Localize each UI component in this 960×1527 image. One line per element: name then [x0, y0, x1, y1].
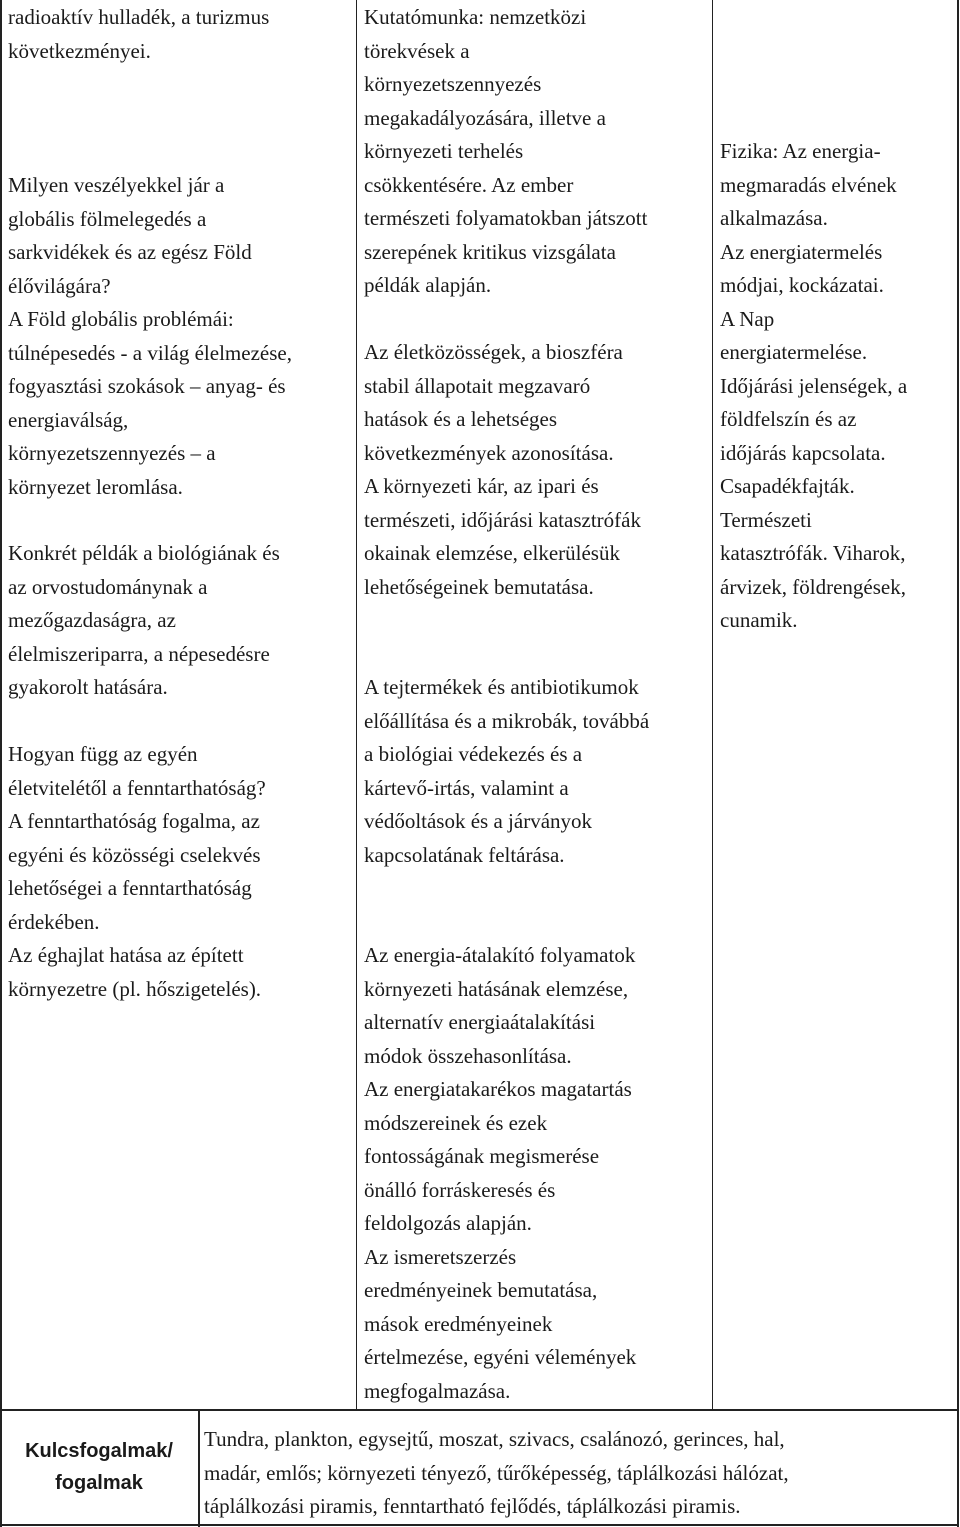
heading-line: fogalmak — [55, 1472, 143, 1494]
text-line: táplálkozási piramis, fenntartható fejlődés, táplálkozási piramis. — [204, 1494, 741, 1518]
text-line: kártevő-irtás, valamint a — [364, 775, 569, 800]
text-line: élelmiszeriparra, a népesedésre — [8, 641, 270, 666]
text-line: megakadályozására, illetve a — [364, 105, 606, 130]
text-line: környezeti hatásának elemzése, — [364, 976, 629, 1001]
text-line: életvitelétől a fenntarthatóság? — [8, 775, 266, 800]
text-line: értelmezése, egyéni vélemények — [364, 1345, 637, 1369]
text-line: lehetőségei a fenntarthatóság — [8, 876, 252, 900]
text-line: Természeti — [720, 507, 812, 532]
text-line: sarkvidékek és az egész Föld — [8, 240, 252, 264]
text-line: Milyen veszélyekkel jár a — [8, 173, 225, 197]
text-line: cunamik. — [720, 608, 798, 632]
text-line: energiatermelése. — [720, 340, 868, 364]
text-line: csökkentésére. Az ember — [364, 172, 574, 197]
table-border-bottom — [0, 1524, 959, 1526]
text-line: fogyasztási szokások – anyag- és — [8, 374, 286, 398]
key-concepts-heading — [0, 1410, 198, 1524]
text-line: Konkrét példák a biológiának és — [8, 541, 280, 565]
text-line: mezőgazdaságra, az — [8, 608, 176, 632]
text-line: A Föld globális problémái: — [8, 307, 234, 331]
text-line: érdekében. — [8, 909, 100, 934]
text-line: környezetre (pl. hőszigetelés). — [8, 976, 262, 1001]
text-line: fontosságának megismerése — [364, 1144, 600, 1168]
text-line: madár, emlős; környezeti tényező, tűrőképesség, táplálkozási hálózat, — [204, 1460, 789, 1485]
text-line: árvizek, földrengések, — [720, 574, 906, 599]
text-line: stabil állapotait megzavaró — [364, 373, 591, 398]
text-line: okainak elemzése, elkerülésük — [364, 541, 620, 565]
text-line: Csapadékfajták. — [720, 474, 855, 498]
text-line: védőoltások és a járványok — [364, 809, 593, 833]
text-line: Az éghajlat hatása az épített — [8, 943, 244, 967]
text-line: radioaktív hulladék, a turizmus — [8, 5, 270, 29]
text-line: mások eredményeinek — [364, 1311, 553, 1336]
text-line: természeti folyamatokban játszott — [364, 206, 648, 230]
text-line: következményei. — [8, 38, 151, 63]
activities-block-1 — [364, 1, 647, 303]
text-line: módjai, kockázatai. — [720, 273, 884, 297]
text-line: A környezeti kár, az ipari és — [364, 474, 599, 498]
text-line: törekvések a — [364, 38, 470, 63]
text-line: A tejtermékek és antibiotikumok — [364, 675, 639, 699]
connections-block — [720, 135, 907, 638]
text-line: élővilágára? — [8, 273, 111, 298]
text-line: alkalmazása. — [720, 206, 828, 230]
text-line: módszereinek és ezek — [364, 1110, 548, 1135]
text-line: katasztrófák. Viharok, — [720, 541, 906, 565]
text-line: következmények azonosítása. — [364, 440, 614, 465]
key-concepts-list — [204, 1423, 789, 1524]
text-line: földfelszín és az — [720, 407, 857, 431]
text-line: Az energiatermelés — [720, 239, 883, 264]
text-line: szerepének kritikus vizsgálata — [364, 239, 616, 264]
text-line: módok összehasonlítása. — [364, 1043, 572, 1068]
topics-block-1 — [8, 1, 269, 68]
text-line: Időjárási jelenségek, a — [720, 373, 908, 398]
text-line: környezet leromlása. — [8, 474, 183, 499]
text-line: A Nap — [720, 306, 775, 331]
text-line: környezeti terhelés — [364, 139, 524, 163]
text-line: globális fölmelegedés a — [8, 206, 207, 231]
text-line: Az ismeretszerzés — [364, 1244, 517, 1269]
text-line: A fenntarthatóság fogalma, az — [8, 809, 260, 833]
text-line: eredményeinek bemutatása, — [364, 1278, 598, 1302]
text-line: Hogyan függ az egyén — [8, 742, 198, 766]
text-line: Tundra, plankton, egysejtű, moszat, szivacs, csalánozó, gerinces, hal, — [204, 1427, 785, 1451]
text-line: kapcsolatának feltárása. — [364, 842, 565, 867]
text-line: hatások és a lehetséges — [364, 407, 558, 431]
text-line: egyéni és közösségi cselekvés — [8, 842, 261, 867]
column-divider-1 — [356, 0, 357, 1410]
text-line: megmaradás elvének — [720, 172, 897, 197]
column-divider-2 — [712, 0, 713, 1410]
heading-line: Kulcsfogalmak/ — [25, 1440, 173, 1462]
text-line: energiaválság, — [8, 407, 129, 432]
topics-block-3 — [8, 537, 280, 705]
text-line: Kutatómunka: nemzetközi — [364, 5, 587, 29]
activities-block-2 — [364, 336, 641, 604]
text-line: Az energiatakarékos magatartás — [364, 1077, 632, 1101]
text-line: alternatív energiaátalakítási — [364, 1010, 596, 1034]
text-line: önálló forráskeresés és — [364, 1177, 556, 1202]
activities-block-3 — [364, 671, 649, 872]
topics-block-4 — [8, 738, 266, 1006]
text-line: az orvostudománynak a — [8, 574, 208, 599]
text-line: Az életközösségek, a bioszféra — [364, 340, 623, 364]
text-line: megfogalmazása. — [364, 1378, 511, 1403]
key-divider — [198, 1410, 200, 1527]
text-line: időjárás kapcsolata. — [720, 440, 886, 465]
text-line: környezetszennyezés — [364, 72, 542, 96]
text-line: Az energia-átalakító folyamatok — [364, 943, 636, 967]
text-line: előállítása és a mikrobák, továbbá — [364, 708, 650, 733]
text-line: a biológiai védekezés és a — [364, 742, 583, 766]
activities-block-4 — [364, 939, 636, 1408]
text-line: gyakorolt hatására. — [8, 675, 168, 699]
table-border-right — [957, 0, 959, 1527]
table-border-left — [0, 0, 2, 1527]
text-line: természeti, időjárási katasztrófák — [364, 507, 641, 532]
topics-block-2 — [8, 169, 292, 504]
text-line: Fizika: Az energia- — [720, 139, 881, 163]
text-line: túlnépesedés - a világ élelmezése, — [8, 340, 292, 365]
text-line: környezetszennyezés – a — [8, 441, 216, 465]
text-line: lehetőségeinek bemutatása. — [364, 574, 594, 599]
text-line: feldolgozás alapján. — [364, 1211, 532, 1235]
text-line: példák alapján. — [364, 273, 492, 297]
